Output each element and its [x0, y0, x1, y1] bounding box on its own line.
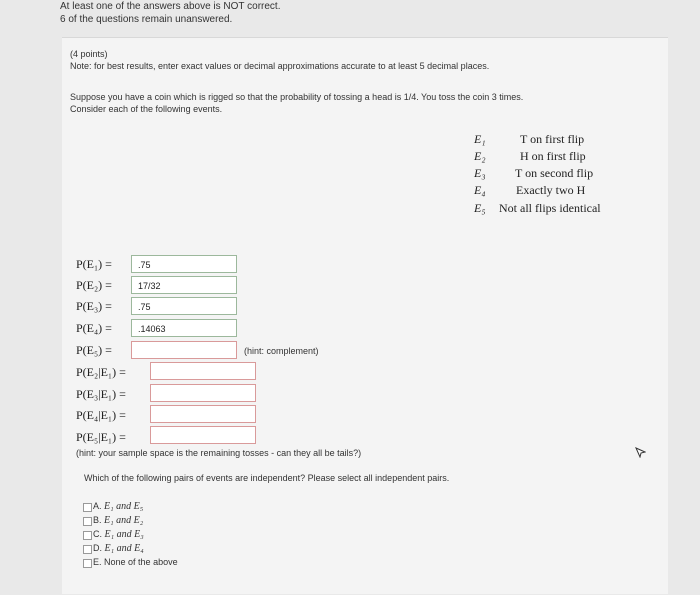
option-a-text: E₁ and E₅: [104, 501, 144, 512]
option-a-label[interactable]: [93, 501, 143, 512]
option-a-checkbox[interactable]: [83, 503, 92, 512]
option-d-letter: D.: [93, 543, 102, 553]
option-a-letter: A.: [93, 501, 102, 511]
option-b-text: E₁ and E₂: [104, 515, 144, 526]
cond-input-e2-e1[interactable]: [150, 362, 256, 380]
option-c-letter: C.: [93, 529, 102, 539]
option-e-text: None of the above: [104, 557, 178, 567]
prob-input-e5[interactable]: [131, 341, 237, 359]
prob-label-e3: P(E₃) =: [76, 299, 112, 313]
option-c-checkbox[interactable]: [83, 531, 92, 540]
cond-label-e5-e1: P(E₅|E₁) =: [76, 430, 126, 444]
cond-label-e4-e1: P(E₄|E₁) =: [76, 408, 126, 422]
event-desc-4: Exactly two H: [516, 183, 586, 197]
status-incorrect: At least one of the answers above is NOT correct.: [60, 1, 281, 12]
problem-panel: [62, 37, 668, 594]
cond-input-e5-e1[interactable]: [150, 426, 256, 444]
mouse-cursor-icon: [635, 447, 646, 458]
status-unanswered: 6 of the questions remain unanswered.: [60, 14, 233, 25]
problem-prompt-1: Suppose you have a coin which is rigged so that the probability of tossing a head is 1/4. You toss the coin 3 times.: [70, 92, 524, 102]
independence-question: Which of the following pairs of events are independent? Please select all independent pairs.: [84, 473, 450, 483]
option-b-label[interactable]: [93, 515, 143, 526]
event-symbol-5: E₅: [474, 201, 486, 215]
option-e-checkbox[interactable]: [83, 559, 92, 568]
prob-label-e1: P(E₁) =: [76, 257, 112, 271]
hint-sample-space: (hint: your sample space is the remaining tosses - can they all be tails?): [76, 448, 362, 458]
cond-input-e3-e1[interactable]: [150, 384, 256, 402]
prob-input-e2[interactable]: 17/32: [131, 276, 237, 294]
cond-label-e2-e1: P(E₂|E₁) =: [76, 365, 126, 379]
option-d-checkbox[interactable]: [83, 545, 92, 554]
event-desc-1: T on first flip: [520, 132, 585, 146]
prob-input-e3[interactable]: .75: [131, 297, 237, 315]
event-symbol-2: E₂: [474, 149, 486, 163]
cond-input-e4-e1[interactable]: [150, 405, 256, 423]
option-d-label[interactable]: [93, 543, 144, 554]
hint-complement: (hint: complement): [244, 346, 319, 356]
cond-label-e3-e1: P(E₃|E₁) =: [76, 387, 126, 401]
option-b-checkbox[interactable]: [83, 517, 92, 526]
option-d-text: E₁ and E₄: [104, 543, 144, 554]
event-desc-3: T on second flip: [515, 166, 594, 180]
event-desc-5: Not all flips identical: [499, 201, 601, 215]
option-c-text: E₁ and E₃: [104, 529, 144, 540]
event-symbol-3: E₃: [474, 166, 486, 180]
prob-input-e4[interactable]: .14063: [131, 319, 237, 337]
option-e-letter: E.: [93, 557, 102, 567]
problem-points: (4 points): [70, 49, 108, 59]
event-symbol-4: E₄: [474, 183, 486, 197]
event-desc-2: H on first flip: [520, 149, 586, 163]
prob-label-e2: P(E₂) =: [76, 278, 112, 292]
prob-input-e1[interactable]: .75: [131, 255, 237, 273]
event-symbol-1: E₁: [474, 132, 486, 146]
option-c-label[interactable]: [93, 529, 144, 540]
status-banner: [52, 0, 670, 30]
problem-note: Note: for best results, enter exact values or decimal approximations accurate to at least 5 decimal places.: [70, 61, 490, 71]
prob-label-e5: P(E₅) =: [76, 343, 112, 357]
option-b-letter: B.: [93, 515, 102, 525]
problem-prompt-2: Consider each of the following events.: [70, 104, 223, 114]
option-e-label[interactable]: [93, 557, 178, 567]
prob-label-e4: P(E₄) =: [76, 321, 112, 335]
